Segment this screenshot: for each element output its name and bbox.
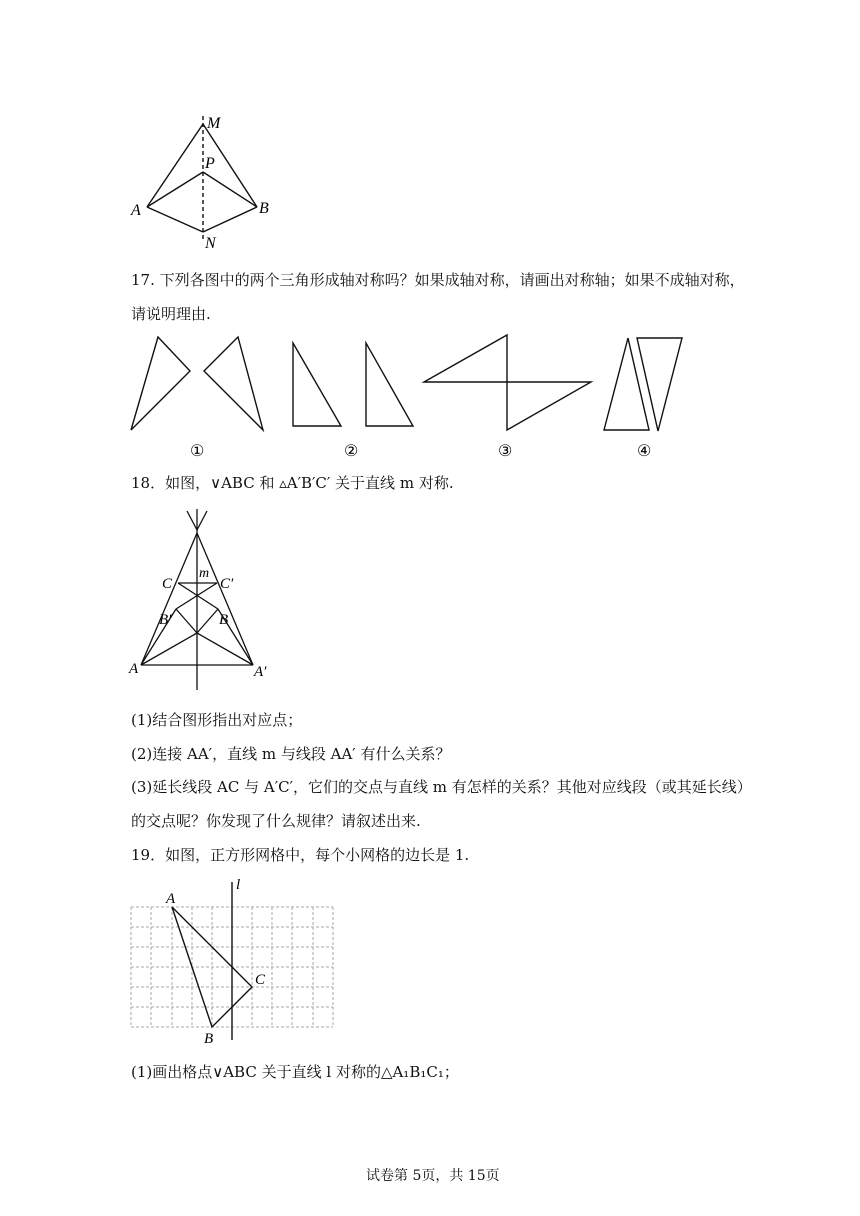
label-c: C [255, 972, 266, 988]
label-c-prime: C′ [220, 576, 234, 592]
label-n: N [205, 235, 216, 252]
label-b: B [219, 612, 229, 628]
label-a-prime: A′ [254, 664, 267, 680]
question-19-stem: 19．如图，正方形网格中，每个小网格的边长是 1. [131, 846, 470, 864]
label-b: B [259, 200, 269, 217]
question-17-line1: 17. 下列各图中的两个三角形成轴对称吗？如果成轴对称，请画出对称轴；如果不成轴对称， [131, 271, 745, 289]
question-18-part2: (2)连接 AA′，直线 m 与线段 AA′ 有什么关系？ [131, 745, 451, 763]
q17-caption-1: ① [190, 443, 205, 460]
label-a: A [129, 661, 139, 677]
question-17-line2: 请说明理由. [131, 305, 211, 323]
label-a: A [166, 891, 176, 907]
label-a: A [131, 202, 141, 219]
question-19-part1: (1)画出格点∨ABC 关于直线 l 对称的△A₁B₁C₁； [131, 1063, 459, 1081]
label-b: B [204, 1031, 214, 1047]
question-18-stem: 18．如图，∨ABC 和 ▵A′B′C′ 关于直线 m 对称. [131, 474, 454, 492]
label-l: l [236, 877, 241, 893]
label-b-prime: B′ [159, 612, 172, 628]
label-m-line: m [199, 566, 210, 581]
label-p: P [205, 155, 215, 172]
q17-caption-2: ② [344, 443, 359, 460]
question-18-part3-line1: (3)延长线段 AC 与 A′C′，它们的交点与直线 m 有怎样的关系？其他对应线段（或其延长线） [131, 778, 752, 796]
question-18-part3-line2: 的交点呢？你发现了什么规律？请叙述出来. [131, 812, 421, 830]
label-m: M [207, 115, 221, 132]
q17-caption-3: ③ [498, 443, 513, 460]
label-c: C [162, 576, 173, 592]
question-18-part1: (1)结合图形指出对应点； [131, 711, 303, 729]
page-footer: 试卷第 5页，共 15页 [366, 1168, 500, 1184]
q17-caption-4: ④ [637, 443, 652, 460]
